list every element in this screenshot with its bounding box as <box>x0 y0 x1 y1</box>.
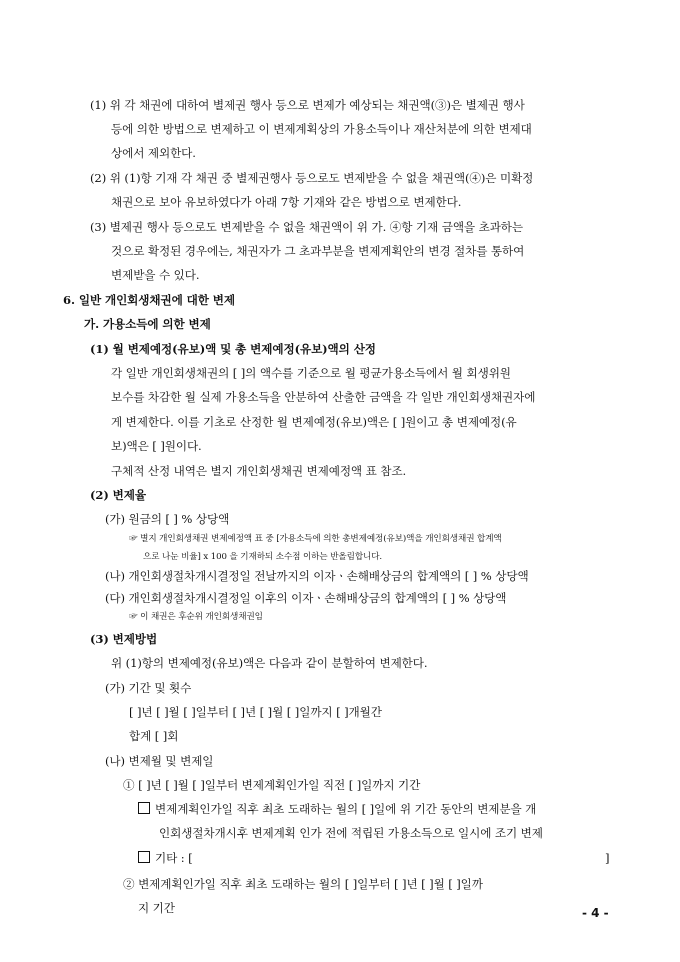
paragraph-line: 보)액은 [ ]원이다. <box>111 439 202 453</box>
paragraph-line: 등에 의한 방법으로 변제하고 이 변제계획상의 가용소득이나 재산처분에 의한 변제대 <box>111 122 532 136</box>
paragraph-line: ① [ ]년 [ ]월 [ ]일부터 변제계획인가일 직전 [ ]일까지 기간 <box>123 778 421 792</box>
paragraph-line: (다) 개인회생절차개시결정일 이후의 이자ㆍ손해배상금의 합계액의 [ ] % 상당액 <box>105 591 507 605</box>
checkbox-label: 기타 : [ <box>155 851 193 865</box>
bracket-close: ] <box>605 851 610 865</box>
paragraph-line: (2) 위 (1)항 기재 각 채권 중 별제권행사 등으로도 변제받을 수 없을 채권액(④)은 미확정 <box>90 171 534 185</box>
paragraph-line: ② 변제계획인가일 직후 최초 도래하는 월의 [ ]일부터 [ ]년 [ ]월 [ ]일까 <box>123 877 483 891</box>
paragraph-line: 구체적 산정 내역은 별지 개인회생채권 변제예정액 표 참조. <box>111 464 407 478</box>
paragraph-line: 보수를 차감한 월 실제 가용소득을 안분하여 산출한 금액을 각 일반 개인회생채권자에 <box>111 390 536 404</box>
note-line: ☞ 이 채권은 후순위 개인회생채권임 <box>129 612 263 622</box>
item-heading: (2) 변제율 <box>90 488 146 502</box>
checkbox[interactable] <box>138 851 150 863</box>
note-line: ☞ 별지 개인회생채권 변제예정액 표 중 [가용소득에 의한 총변제예정(유보)액을 개인회생채권 합계액 <box>129 534 502 544</box>
paragraph-line: 게 변제한다. 이를 기초로 산정한 월 변제예정(유보)액은 [ ]원이고 총 변제예정(유 <box>111 415 517 429</box>
paragraph-line: (나) 변제월 및 변제일 <box>105 754 214 768</box>
paragraph-line: (3) 별제권 행사 등으로도 변제받을 수 없을 채권액이 위 가. ④항 기재 금액을 초과하는 <box>90 220 523 234</box>
section-heading: 6. 일반 개인회생채권에 대한 변제 <box>63 293 235 307</box>
paragraph-line: [ ]년 [ ]월 [ ]일부터 [ ]년 [ ]월 [ ]일까지 [ ]개월간 <box>129 705 382 719</box>
paragraph-line: (가) 기간 및 횟수 <box>105 681 192 695</box>
checkbox-line <box>138 801 536 817</box>
note-line: 으로 나눈 비율] x 100 을 기재하되 소수점 이하는 반올림합니다. <box>143 552 383 562</box>
paragraph-line: (1) 위 각 채권에 대하여 별제권 행사 등으로 변제가 예상되는 채권액(③)은 별제권 행사 <box>90 98 525 112</box>
paragraph-line: (가) 원금의 [ ] % 상당액 <box>105 512 230 526</box>
checkbox-label: 변제계획인가일 직후 최초 도래하는 월의 [ ]일에 위 기간 동안의 변제분을 개 <box>155 802 537 816</box>
checkbox-line <box>138 850 193 866</box>
paragraph-line: 위 (1)항의 변제예정(유보)액은 다음과 같이 분할하여 변제한다. <box>111 656 428 670</box>
page-number: - 4 - <box>582 906 609 920</box>
item-heading: (3) 변제방법 <box>90 632 158 646</box>
item-heading: (1) 월 변제예정(유보)액 및 총 변제예정(유보)액의 산정 <box>90 342 376 356</box>
paragraph-line: 상에서 제외한다. <box>111 146 196 160</box>
paragraph-line: 각 일반 개인회생채권의 [ ]의 액수를 기준으로 월 평균가용소득에서 월 회생위원 <box>111 366 511 380</box>
paragraph-line: 채권으로 보아 유보하였다가 아래 7항 기재와 같은 방법으로 변제한다. <box>111 195 462 209</box>
paragraph-line: 지 기간 <box>138 901 175 915</box>
checkbox[interactable] <box>138 802 150 814</box>
paragraph-line: (나) 개인회생절차개시결정일 전날까지의 이자ㆍ손해배상금의 합계액의 [ ] % 상당액 <box>105 569 529 583</box>
paragraph-line: 변제받을 수 있다. <box>111 268 200 282</box>
paragraph-line: 인회생절차개시후 변제계획 인가 전에 적립된 가용소득으로 일시에 조기 변제 <box>159 826 543 840</box>
subsection-heading: 가. 가용소득에 의한 변제 <box>84 317 211 331</box>
paragraph-line: 것으로 확정된 경우에는, 채권자가 그 초과부분을 변제계획안의 변경 절차를 통하여 <box>111 244 525 258</box>
paragraph-line: 합계 [ ]회 <box>129 729 179 743</box>
